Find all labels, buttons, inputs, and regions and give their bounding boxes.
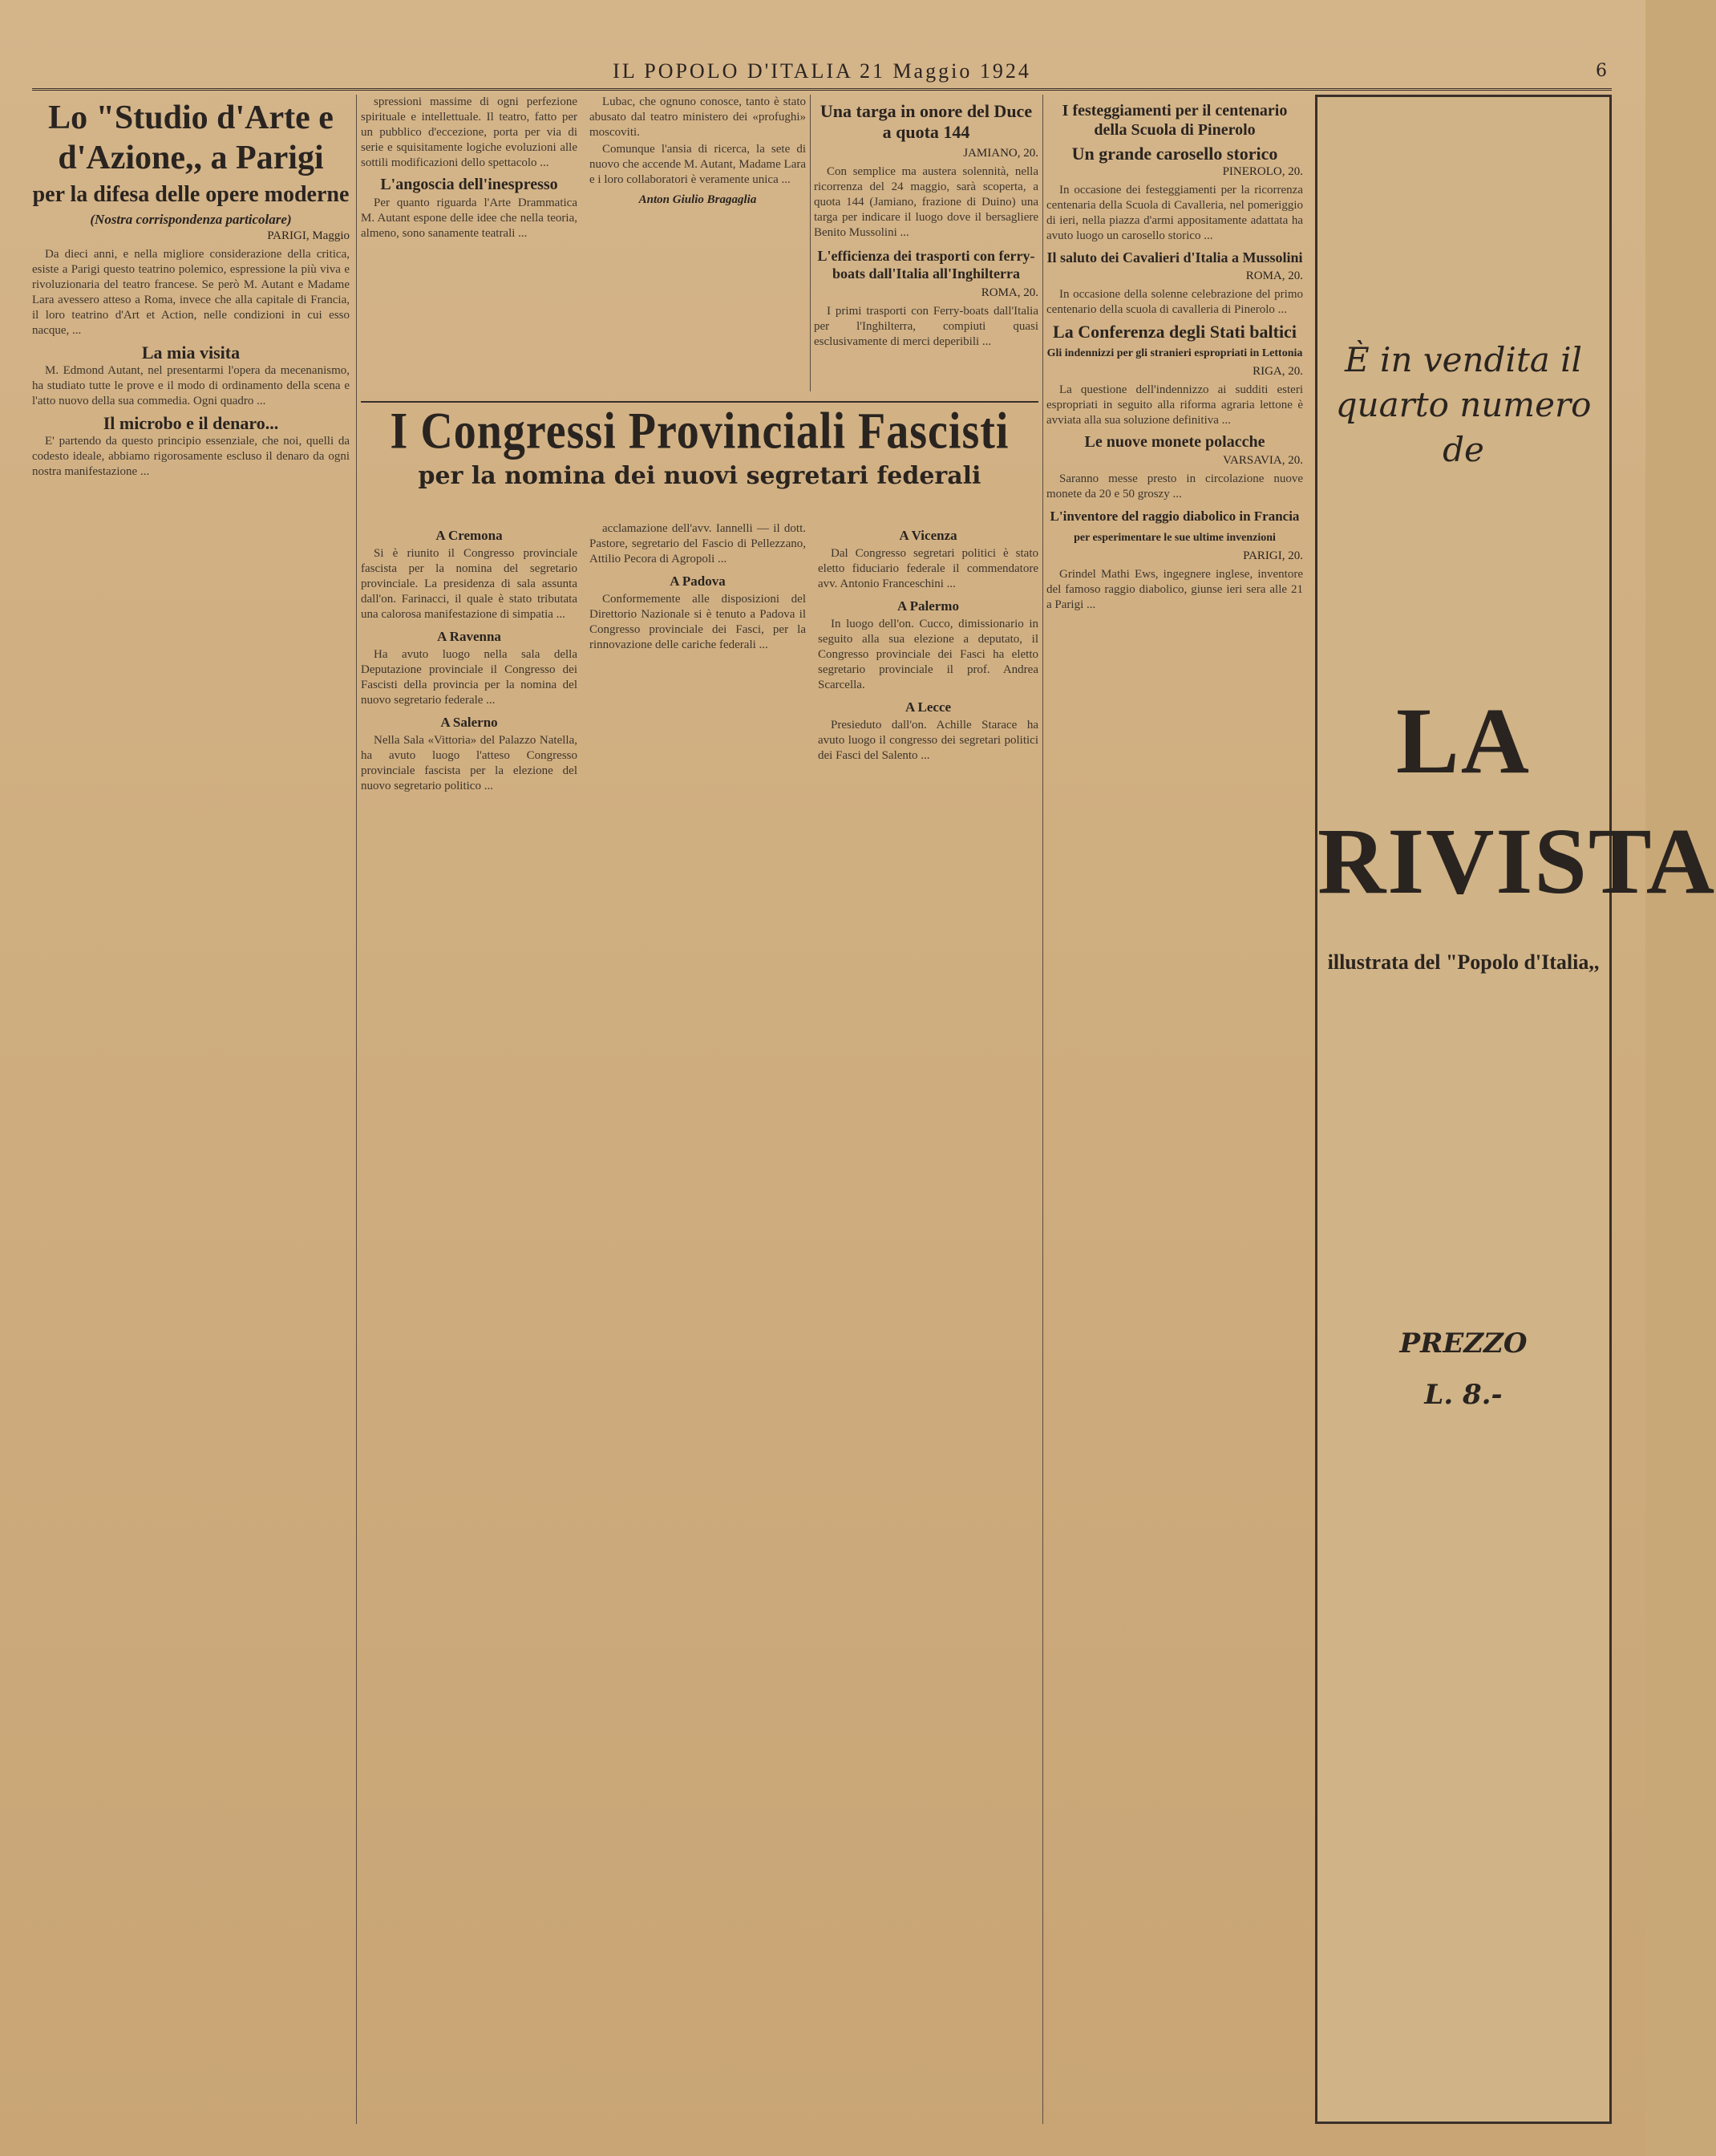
column-rule <box>356 95 357 2124</box>
masthead <box>32 56 1612 91</box>
article-headline: L'inventore del raggio diabolico in Francia <box>1050 509 1300 524</box>
article-paragraph: Con semplice ma austera solennità, nella ricorrenza del 24 maggio, sarà scoperta, a quota 144 (Jamiano, frazione di Duino) una targa per indicare il luogo dove il bersagliere Benito Mussolini ... <box>814 165 1038 239</box>
article-paragraph: spressioni massime di ogni perfezione spirituale e intellettuale. Il teatro, fatto per un pubblico d'eccezione, porta per via di serie e squisitamente logiche evoluzioni alle sottili modificazioni dello spettacolo ... <box>361 95 577 169</box>
article-dateline: PINEROLO, 20. <box>1222 165 1303 178</box>
section-heading: A Ravenna <box>437 629 501 644</box>
article-paragraph: In occasione dei festeggiamenti per la ricorrenza centenaria della Scuola di Cavalleria, nel pomeriggio di ieri, nella piazza d'armi appositamente adattata ha avuto luogo un carosello storico ... <box>1046 184 1303 242</box>
main-story-headline: I Congressi Provinciali Fascisti <box>390 403 1010 460</box>
article-byline: (Nostra corrispondenza particolare) <box>90 212 292 227</box>
main-story-headline-block <box>361 401 1038 490</box>
column-1-article <box>32 95 350 2124</box>
article-headline: La Conferenza degli Stati baltici <box>1053 322 1297 342</box>
article-paragraph: Presieduto dall'on. Achille Starace ha avuto luogo il congresso dei segretari politici dei Fasci del Salento ... <box>818 719 1038 762</box>
ad-price-value: L. 8.- <box>1424 1379 1503 1411</box>
ad-tagline: illustrata del "Popolo d'Italia,, <box>1327 950 1600 974</box>
article-paragraph: In luogo dell'on. Cucco, dimissionario in seguito alla sua elezione a deputato, il Congresso provinciale dei Fasci ha eletto segretario provinciale il prof. Andrea Scarcella. <box>818 618 1038 691</box>
article-paragraph: Per quanto riguarda l'Arte Drammatica M. Autant espone delle idee che nella teoria, almeno, sono sanamente teatrali ... <box>361 197 577 240</box>
section-heading: A Lecce <box>905 699 952 715</box>
article-dateline: VARSAVIA, 20. <box>1223 454 1303 467</box>
article-subheadline: per esperimentare le sue ultime invenzioni <box>1074 532 1276 544</box>
article-paragraph: Ha avuto luogo nella sala della Deputazione provinciale il Congresso dei Fascisti della provincia per la nomina del nuovo segretario federale ... <box>361 648 577 707</box>
article-paragraph: Da dieci anni, e nella migliore considerazione della critica, esiste a Parigi questo teatrino polemico, espressione la più viva e rivoluzionaria del teatro francese. Se però M. Autant e Madame Lara avessero atteso a Roma, invece che alla capitale di Francia, il loro teatrino d'Art et Action, nelle condizioni in cui esso nacque, ... <box>32 248 350 337</box>
article-dateline: PARIGI, 20. <box>1243 549 1303 562</box>
column-2-article <box>361 95 806 399</box>
column-4-articles <box>1046 95 1303 2124</box>
section-heading: A Padova <box>670 573 726 589</box>
article-dateline: ROMA, 20. <box>981 286 1038 299</box>
ad-magazine-name: LA RIVISTA <box>1317 688 1716 914</box>
article-subheadline: Un grande carosello storico <box>1071 144 1278 164</box>
article-paragraph: Si è riunito il Congresso provinciale fascista per la nomina del segretario provinciale. La presidenza di sala assunta dall'on. Farinacci, il quale è stato tributata una calorosa manifestazione di simpatia ... <box>361 547 577 621</box>
section-heading: A Cremona <box>435 528 503 543</box>
article-subheadline: per la difesa delle opere moderne <box>32 182 350 207</box>
article-paragraph: Grindel Mathi Ews, ingegnere inglese, inventore del famoso raggio diabolico, giunse ieri sera alle 21 a Parigi ... <box>1046 568 1303 611</box>
column-rule <box>810 95 811 391</box>
page-number: 6 <box>1596 61 1607 81</box>
article-paragraph: Dal Congresso segretari politici è stato eletto fiduciario federale il commendatore avv. Antonio Franceschini ... <box>818 547 1038 590</box>
section-heading: A Palermo <box>897 598 959 614</box>
main-story-body <box>361 521 1038 2126</box>
article-paragraph: Lubac, che ognuno conosce, tanto è stato abusato dal teatro ministero dei «profughi» moscoviti. <box>589 95 806 139</box>
article-paragraph: I primi trasporti con Ferry-boats dall'Italia per l'Inghilterra, compiuti quasi esclusivamente di merci deperibili ... <box>814 305 1038 348</box>
article-headline: Una targa in onore del Duce a quota 144 <box>820 101 1033 142</box>
ad-price-label: PREZZO <box>1399 1327 1528 1360</box>
article-headline: Il saluto dei Cavalieri d'Italia a Mussolini <box>1046 249 1303 265</box>
article-paragraph: La questione dell'indennizzo ai sudditi esteri espropriati in seguito alla riforma agraria lettone è avviata alla sua soluzione definitiva ... <box>1046 383 1303 427</box>
section-heading: L'angoscia dell'inespresso <box>380 176 558 193</box>
article-headline: I festeggiamenti per il centenario della Scuola di Pinerolo <box>1062 102 1288 139</box>
article-signature: Anton Giulio Bragaglia <box>638 193 757 206</box>
ad-intro: È in vendita il quarto numero de <box>1335 340 1592 469</box>
article-paragraph: acclamazione dell'avv. Iannelli — il dott. Pastore, segretario del Fascio di Pellezzano, Attilio Pecora di Agropoli ... <box>589 522 806 565</box>
article-paragraph: In occasione della solenne celebrazione del primo centenario della scuola di cavalleria di Pinerolo ... <box>1046 288 1303 316</box>
masthead-title: IL POPOLO D'ITALIA 21 Maggio 1924 <box>613 59 1031 83</box>
article-headline: L'efficienza dei trasporti con ferry-boats dall'Italia all'Inghilterra <box>817 248 1035 282</box>
article-paragraph: Conformemente alle disposizioni del Direttorio Nazionale si è tenuto a Padova il Congresso provinciale dei Fasci, per la rinnovazione delle cariche federali ... <box>589 593 806 651</box>
article-headline: Le nuove monete polacche <box>1084 433 1265 451</box>
article-paragraph: Nella Sala «Vittoria» del Palazzo Natella, ha avuto luogo l'atteso Congresso provinciale fascista per la elezione del nuovo segretario politico ... <box>361 734 577 792</box>
main-story-subheadline: per la nomina dei nuovi segretari federali <box>418 462 981 490</box>
main-story-column <box>361 521 577 2126</box>
article-paragraph: E' partendo da questo principio essenziale, che noi, quelli da codesto ideale, abbiamo rigorosamente escluso il denaro da ogni nostra manifestazione ... <box>32 435 350 478</box>
column-3-article <box>814 95 1038 399</box>
article-headline: Lo "Studio d'Arte e d'Azione,, a Parigi <box>48 99 334 176</box>
column-rule <box>1042 95 1043 2124</box>
magazine-advertisement <box>1315 95 1716 2124</box>
article-dateline: PARIGI, Maggio <box>267 229 350 242</box>
article-dateline: RIGA, 20. <box>1253 365 1303 378</box>
section-heading: A Vicenza <box>899 528 957 543</box>
article-subheadline: Gli indennizzi per gli stranieri espropriati in Lettonia <box>1046 347 1303 359</box>
article-dateline: JAMIANO, 20. <box>963 147 1038 160</box>
article-paragraph: Saranno messe presto in circolazione nuove monete da 20 e 50 groszy ... <box>1046 472 1303 500</box>
article-paragraph: Comunque l'ansia di ricerca, la sete di nuovo che accende M. Autant, Madame Lara e i loro collaboratori è veramente unica ... <box>589 143 806 186</box>
main-story-column <box>818 521 1038 2126</box>
section-heading: La mia visita <box>141 342 241 363</box>
main-story-column <box>589 521 806 2126</box>
article-paragraph: M. Edmond Autant, nel presentarmi l'opera da mecenanismo, ha studiato tutte le prove e il modo di ordinamento della scena e l'atto nuovo della sua commedia. Ogni quadro ... <box>32 364 350 407</box>
section-heading: Il microbo e il denaro... <box>103 413 279 433</box>
article-dateline: ROMA, 20. <box>1245 270 1303 282</box>
section-heading: A Salerno <box>440 715 498 730</box>
